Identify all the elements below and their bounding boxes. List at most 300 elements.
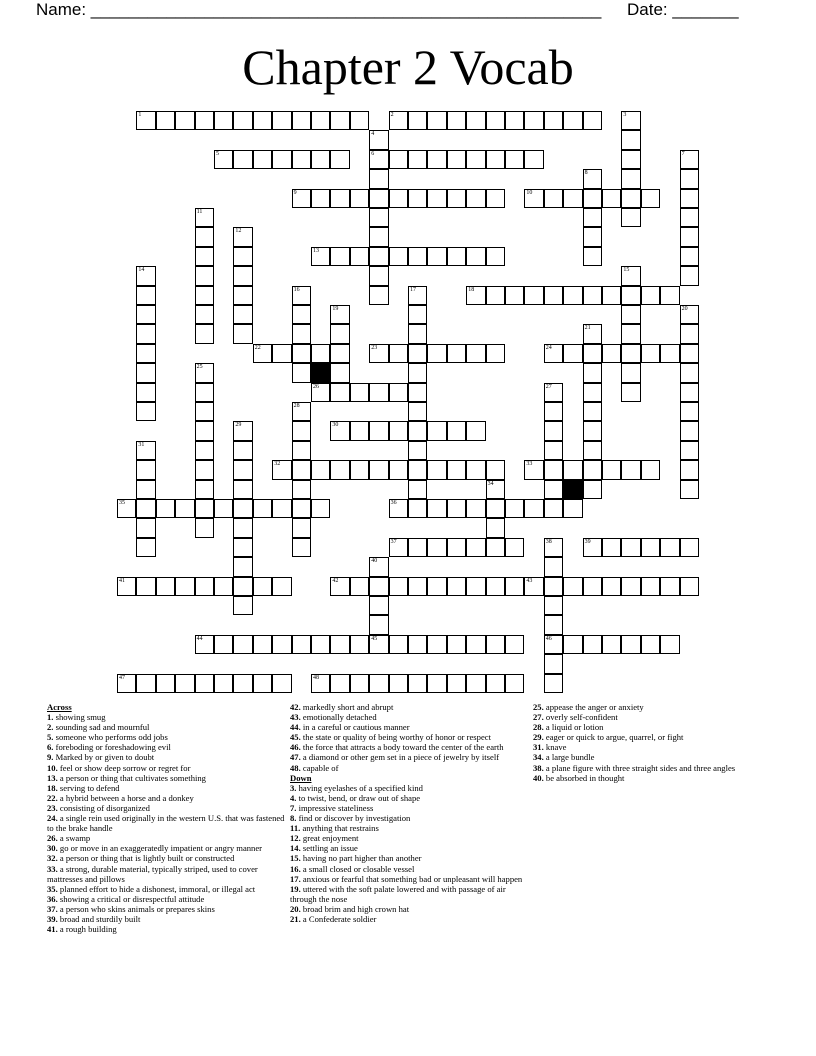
crossword-cell[interactable] [660, 635, 679, 654]
crossword-cell[interactable] [233, 538, 252, 557]
crossword-cell[interactable] [641, 538, 660, 557]
crossword-cell[interactable] [272, 635, 291, 654]
crossword-cell[interactable] [311, 189, 330, 208]
crossword-cell[interactable] [195, 635, 214, 654]
crossword-cell[interactable] [621, 266, 640, 285]
crossword-cell[interactable] [466, 286, 485, 305]
crossword-cell[interactable] [389, 577, 408, 596]
crossword-cell[interactable] [427, 189, 446, 208]
crossword-cell[interactable] [583, 189, 602, 208]
crossword-cell[interactable] [311, 460, 330, 479]
crossword-cell[interactable] [389, 111, 408, 130]
crossword-cell[interactable] [156, 577, 175, 596]
crossword-cell[interactable] [136, 111, 155, 130]
crossword-cell[interactable] [350, 189, 369, 208]
crossword-cell[interactable] [427, 150, 446, 169]
crossword-cell[interactable] [544, 402, 563, 421]
crossword-cell[interactable] [330, 324, 349, 343]
crossword-cell[interactable] [544, 538, 563, 557]
crossword-cell[interactable] [486, 635, 505, 654]
crossword-cell[interactable] [175, 577, 194, 596]
crossword-cell[interactable] [292, 441, 311, 460]
crossword-cell[interactable] [330, 460, 349, 479]
crossword-cell[interactable] [253, 499, 272, 518]
crossword-cell[interactable] [369, 635, 388, 654]
crossword-cell[interactable] [292, 363, 311, 382]
crossword-cell[interactable] [292, 111, 311, 130]
crossword-cell[interactable] [563, 286, 582, 305]
crossword-cell[interactable] [117, 674, 136, 693]
crossword-cell[interactable] [680, 402, 699, 421]
crossword-cell[interactable] [466, 247, 485, 266]
crossword-cell[interactable] [311, 635, 330, 654]
crossword-cell[interactable] [544, 654, 563, 673]
crossword-cell[interactable] [195, 577, 214, 596]
crossword-cell[interactable] [680, 577, 699, 596]
crossword-cell[interactable] [680, 344, 699, 363]
crossword-cell[interactable] [136, 518, 155, 537]
crossword-cell[interactable] [233, 557, 252, 576]
crossword-cell[interactable] [427, 635, 446, 654]
crossword-cell[interactable] [505, 150, 524, 169]
crossword-cell[interactable] [369, 130, 388, 149]
crossword-cell[interactable] [408, 577, 427, 596]
crossword-cell[interactable] [369, 421, 388, 440]
crossword-cell[interactable] [427, 111, 446, 130]
crossword-cell[interactable] [253, 111, 272, 130]
crossword-cell[interactable] [505, 286, 524, 305]
crossword-cell[interactable] [369, 674, 388, 693]
crossword-cell[interactable] [583, 344, 602, 363]
crossword-cell[interactable] [117, 577, 136, 596]
crossword-cell[interactable] [311, 150, 330, 169]
crossword-cell[interactable] [583, 111, 602, 130]
crossword-cell[interactable] [195, 247, 214, 266]
crossword-cell[interactable] [447, 247, 466, 266]
crossword-cell[interactable] [621, 130, 640, 149]
crossword-cell[interactable] [641, 189, 660, 208]
crossword-cell[interactable] [583, 247, 602, 266]
crossword-cell[interactable] [486, 111, 505, 130]
crossword-cell[interactable] [486, 518, 505, 537]
crossword-cell[interactable] [486, 189, 505, 208]
crossword-cell[interactable] [621, 150, 640, 169]
crossword-cell[interactable] [350, 247, 369, 266]
crossword-cell[interactable] [272, 150, 291, 169]
crossword-cell[interactable] [175, 674, 194, 693]
crossword-cell[interactable] [583, 577, 602, 596]
crossword-cell[interactable] [447, 499, 466, 518]
crossword-cell[interactable] [408, 247, 427, 266]
crossword-cell[interactable] [214, 499, 233, 518]
crossword-cell[interactable] [408, 674, 427, 693]
crossword-cell[interactable] [195, 674, 214, 693]
crossword-cell[interactable] [466, 150, 485, 169]
crossword-cell[interactable] [330, 674, 349, 693]
crossword-cell[interactable] [447, 150, 466, 169]
crossword-cell[interactable] [233, 441, 252, 460]
crossword-cell[interactable] [583, 402, 602, 421]
crossword-cell[interactable] [369, 169, 388, 188]
crossword-cell[interactable] [408, 421, 427, 440]
crossword-cell[interactable] [311, 247, 330, 266]
crossword-cell[interactable] [350, 577, 369, 596]
crossword-cell[interactable] [233, 596, 252, 615]
crossword-cell[interactable] [544, 441, 563, 460]
crossword-cell[interactable] [544, 557, 563, 576]
crossword-cell[interactable] [233, 518, 252, 537]
date-field[interactable]: Date: _______ [627, 0, 739, 19]
crossword-cell[interactable] [330, 247, 349, 266]
crossword-cell[interactable] [505, 674, 524, 693]
crossword-cell[interactable] [233, 499, 252, 518]
crossword-cell[interactable] [486, 674, 505, 693]
crossword-cell[interactable] [350, 421, 369, 440]
crossword-cell[interactable] [486, 344, 505, 363]
crossword-cell[interactable] [389, 344, 408, 363]
crossword-cell[interactable] [447, 635, 466, 654]
crossword-cell[interactable] [447, 344, 466, 363]
crossword-cell[interactable] [563, 460, 582, 479]
crossword-cell[interactable] [641, 635, 660, 654]
crossword-cell[interactable] [427, 674, 446, 693]
crossword-cell[interactable] [408, 363, 427, 382]
crossword-cell[interactable] [253, 150, 272, 169]
crossword-cell[interactable] [583, 421, 602, 440]
crossword-cell[interactable] [641, 344, 660, 363]
crossword-cell[interactable] [233, 286, 252, 305]
crossword-cell[interactable] [117, 499, 136, 518]
crossword-cell[interactable] [389, 150, 408, 169]
crossword-cell[interactable] [408, 402, 427, 421]
crossword-cell[interactable] [195, 499, 214, 518]
crossword-cell[interactable] [408, 189, 427, 208]
crossword-cell[interactable] [175, 111, 194, 130]
crossword-cell[interactable] [292, 499, 311, 518]
crossword-cell[interactable] [427, 421, 446, 440]
crossword-cell[interactable] [486, 577, 505, 596]
crossword-cell[interactable] [369, 227, 388, 246]
crossword-cell[interactable] [156, 111, 175, 130]
crossword-cell[interactable] [466, 344, 485, 363]
crossword-cell[interactable] [447, 538, 466, 557]
crossword-cell[interactable] [544, 480, 563, 499]
crossword-cell[interactable] [447, 189, 466, 208]
crossword-cell[interactable] [350, 111, 369, 130]
crossword-cell[interactable] [466, 189, 485, 208]
crossword-cell[interactable] [602, 460, 621, 479]
crossword-cell[interactable] [602, 286, 621, 305]
crossword-cell[interactable] [369, 266, 388, 285]
crossword-cell[interactable] [136, 286, 155, 305]
crossword-cell[interactable] [136, 344, 155, 363]
crossword-cell[interactable] [563, 344, 582, 363]
crossword-cell[interactable] [680, 266, 699, 285]
crossword-cell[interactable] [427, 247, 446, 266]
crossword-cell[interactable] [660, 286, 679, 305]
crossword-cell[interactable] [195, 111, 214, 130]
crossword-cell[interactable] [544, 615, 563, 634]
crossword-cell[interactable] [680, 189, 699, 208]
crossword-cell[interactable] [389, 460, 408, 479]
crossword-cell[interactable] [389, 383, 408, 402]
crossword-cell[interactable] [292, 460, 311, 479]
crossword-cell[interactable] [311, 499, 330, 518]
crossword-cell[interactable] [563, 499, 582, 518]
crossword-cell[interactable] [524, 189, 543, 208]
crossword-cell[interactable] [621, 208, 640, 227]
crossword-cell[interactable] [621, 305, 640, 324]
crossword-cell[interactable] [292, 480, 311, 499]
crossword-cell[interactable] [156, 674, 175, 693]
crossword-cell[interactable] [466, 635, 485, 654]
crossword-cell[interactable] [389, 189, 408, 208]
crossword-cell[interactable] [621, 344, 640, 363]
crossword-cell[interactable] [408, 499, 427, 518]
crossword-cell[interactable] [233, 324, 252, 343]
crossword-cell[interactable] [486, 538, 505, 557]
crossword-cell[interactable] [621, 577, 640, 596]
crossword-cell[interactable] [524, 150, 543, 169]
crossword-cell[interactable] [389, 635, 408, 654]
crossword-cell[interactable] [369, 150, 388, 169]
crossword-cell[interactable] [350, 635, 369, 654]
crossword-cell[interactable] [660, 344, 679, 363]
crossword-cell[interactable] [621, 538, 640, 557]
crossword-cell[interactable] [447, 577, 466, 596]
crossword-cell[interactable] [389, 499, 408, 518]
crossword-cell[interactable] [427, 460, 446, 479]
crossword-cell[interactable] [408, 305, 427, 324]
crossword-cell[interactable] [175, 499, 194, 518]
crossword-cell[interactable] [253, 674, 272, 693]
crossword-cell[interactable] [253, 344, 272, 363]
crossword-cell[interactable] [253, 635, 272, 654]
crossword-cell[interactable] [602, 538, 621, 557]
crossword-cell[interactable] [292, 286, 311, 305]
crossword-cell[interactable] [272, 577, 291, 596]
crossword-cell[interactable] [292, 305, 311, 324]
crossword-cell[interactable] [544, 674, 563, 693]
crossword-cell[interactable] [369, 286, 388, 305]
crossword-cell[interactable] [486, 286, 505, 305]
crossword-cell[interactable] [369, 208, 388, 227]
crossword-cell[interactable] [544, 344, 563, 363]
crossword-cell[interactable] [214, 674, 233, 693]
crossword-cell[interactable] [563, 635, 582, 654]
crossword-cell[interactable] [136, 460, 155, 479]
crossword-cell[interactable] [641, 577, 660, 596]
crossword-cell[interactable] [136, 402, 155, 421]
crossword-cell[interactable] [389, 247, 408, 266]
crossword-cell[interactable] [292, 402, 311, 421]
crossword-cell[interactable] [621, 363, 640, 382]
crossword-cell[interactable] [408, 441, 427, 460]
crossword-cell[interactable] [389, 538, 408, 557]
crossword-cell[interactable] [233, 150, 252, 169]
crossword-cell[interactable] [408, 383, 427, 402]
crossword-cell[interactable] [136, 266, 155, 285]
crossword-cell[interactable] [408, 538, 427, 557]
crossword-cell[interactable] [408, 344, 427, 363]
crossword-cell[interactable] [680, 169, 699, 188]
crossword-cell[interactable] [311, 383, 330, 402]
crossword-cell[interactable] [195, 286, 214, 305]
crossword-cell[interactable] [505, 635, 524, 654]
crossword-cell[interactable] [369, 344, 388, 363]
crossword-cell[interactable] [136, 499, 155, 518]
crossword-cell[interactable] [583, 480, 602, 499]
crossword-cell[interactable] [292, 150, 311, 169]
crossword-cell[interactable] [427, 577, 446, 596]
crossword-cell[interactable] [272, 460, 291, 479]
crossword-cell[interactable] [136, 674, 155, 693]
crossword-cell[interactable] [272, 111, 291, 130]
crossword-cell[interactable] [195, 518, 214, 537]
crossword-cell[interactable] [233, 674, 252, 693]
crossword-cell[interactable] [233, 111, 252, 130]
crossword-cell[interactable] [583, 169, 602, 188]
crossword-cell[interactable] [466, 674, 485, 693]
crossword-cell[interactable] [583, 227, 602, 246]
crossword-cell[interactable] [233, 421, 252, 440]
crossword-cell[interactable] [330, 344, 349, 363]
crossword-cell[interactable] [350, 460, 369, 479]
crossword-cell[interactable] [524, 577, 543, 596]
crossword-cell[interactable] [233, 577, 252, 596]
crossword-cell[interactable] [195, 266, 214, 285]
crossword-cell[interactable] [680, 305, 699, 324]
crossword-cell[interactable] [544, 460, 563, 479]
crossword-cell[interactable] [292, 538, 311, 557]
crossword-cell[interactable] [544, 383, 563, 402]
crossword-cell[interactable] [660, 538, 679, 557]
crossword-cell[interactable] [544, 499, 563, 518]
crossword-cell[interactable] [195, 324, 214, 343]
crossword-cell[interactable] [369, 615, 388, 634]
crossword-cell[interactable] [544, 577, 563, 596]
crossword-cell[interactable] [583, 286, 602, 305]
crossword-cell[interactable] [330, 111, 349, 130]
crossword-cell[interactable] [389, 674, 408, 693]
crossword-cell[interactable] [524, 111, 543, 130]
crossword-cell[interactable] [330, 305, 349, 324]
crossword-cell[interactable] [214, 577, 233, 596]
crossword-cell[interactable] [621, 324, 640, 343]
crossword-cell[interactable] [583, 635, 602, 654]
crossword-cell[interactable] [583, 460, 602, 479]
crossword-cell[interactable] [233, 247, 252, 266]
crossword-cell[interactable] [583, 538, 602, 557]
crossword-cell[interactable] [369, 577, 388, 596]
crossword-cell[interactable] [466, 499, 485, 518]
crossword-cell[interactable] [369, 383, 388, 402]
crossword-cell[interactable] [408, 286, 427, 305]
crossword-cell[interactable] [544, 189, 563, 208]
crossword-cell[interactable] [505, 577, 524, 596]
crossword-cell[interactable] [486, 499, 505, 518]
crossword-cell[interactable] [233, 635, 252, 654]
crossword-cell[interactable] [195, 441, 214, 460]
crossword-cell[interactable] [408, 324, 427, 343]
crossword-cell[interactable] [136, 305, 155, 324]
crossword-cell[interactable] [233, 266, 252, 285]
crossword-cell[interactable] [311, 674, 330, 693]
crossword-cell[interactable] [486, 480, 505, 499]
crossword-cell[interactable] [369, 596, 388, 615]
crossword-cell[interactable] [427, 344, 446, 363]
crossword-cell[interactable] [583, 441, 602, 460]
crossword-cell[interactable] [136, 480, 155, 499]
crossword-cell[interactable] [214, 111, 233, 130]
crossword-cell[interactable] [233, 305, 252, 324]
crossword-cell[interactable] [544, 111, 563, 130]
crossword-cell[interactable] [583, 208, 602, 227]
crossword-cell[interactable] [292, 344, 311, 363]
crossword-cell[interactable] [272, 674, 291, 693]
crossword-cell[interactable] [233, 480, 252, 499]
crossword-cell[interactable] [214, 150, 233, 169]
crossword-cell[interactable] [369, 557, 388, 576]
crossword-cell[interactable] [195, 305, 214, 324]
crossword-cell[interactable] [369, 247, 388, 266]
crossword-cell[interactable] [350, 383, 369, 402]
crossword-cell[interactable] [195, 363, 214, 382]
crossword-cell[interactable] [136, 577, 155, 596]
crossword-cell[interactable] [292, 324, 311, 343]
crossword-cell[interactable] [466, 577, 485, 596]
crossword-cell[interactable] [524, 286, 543, 305]
crossword-cell[interactable] [583, 363, 602, 382]
crossword-cell[interactable] [524, 499, 543, 518]
crossword-cell[interactable] [466, 538, 485, 557]
crossword-cell[interactable] [214, 635, 233, 654]
crossword-cell[interactable] [427, 499, 446, 518]
crossword-cell[interactable] [136, 383, 155, 402]
crossword-cell[interactable] [195, 460, 214, 479]
crossword-cell[interactable] [583, 383, 602, 402]
crossword-cell[interactable] [195, 383, 214, 402]
crossword-cell[interactable] [602, 635, 621, 654]
crossword-cell[interactable] [272, 499, 291, 518]
crossword-cell[interactable] [272, 344, 291, 363]
crossword-cell[interactable] [195, 227, 214, 246]
crossword-cell[interactable] [233, 227, 252, 246]
crossword-cell[interactable] [641, 286, 660, 305]
crossword-cell[interactable] [486, 460, 505, 479]
crossword-cell[interactable] [466, 460, 485, 479]
crossword-cell[interactable] [680, 383, 699, 402]
crossword-cell[interactable] [330, 577, 349, 596]
crossword-cell[interactable] [466, 421, 485, 440]
crossword-cell[interactable] [136, 441, 155, 460]
crossword-cell[interactable] [350, 674, 369, 693]
crossword-cell[interactable] [427, 538, 446, 557]
crossword-cell[interactable] [544, 286, 563, 305]
crossword-cell[interactable] [680, 247, 699, 266]
crossword-cell[interactable] [621, 111, 640, 130]
crossword-cell[interactable] [621, 169, 640, 188]
crossword-cell[interactable] [195, 402, 214, 421]
crossword-cell[interactable] [602, 344, 621, 363]
crossword-cell[interactable] [136, 324, 155, 343]
crossword-cell[interactable] [447, 674, 466, 693]
crossword-cell[interactable] [195, 480, 214, 499]
crossword-cell[interactable] [680, 421, 699, 440]
crossword-cell[interactable] [680, 324, 699, 343]
crossword-cell[interactable] [408, 635, 427, 654]
crossword-cell[interactable] [233, 460, 252, 479]
